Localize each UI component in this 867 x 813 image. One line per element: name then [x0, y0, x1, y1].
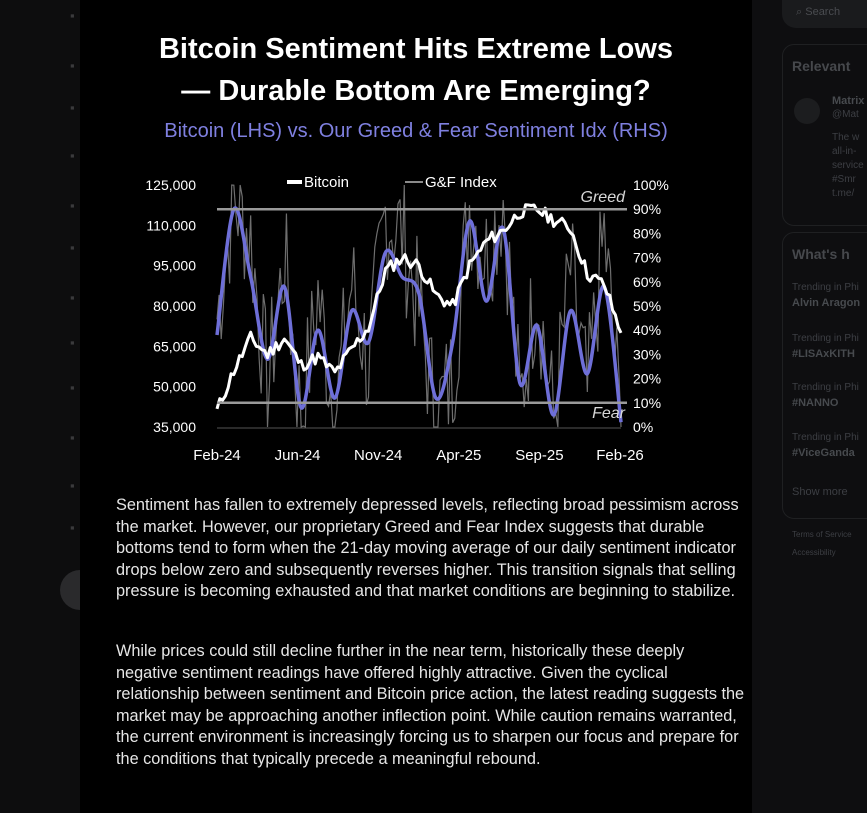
- x-tick-label: Nov-24: [354, 447, 403, 464]
- post-title-line: Bitcoin Sentiment Hits Extreme Lows: [158, 33, 674, 65]
- legend-gf-label: G&F Index: [425, 174, 497, 191]
- x-tick-label: Feb-26: [596, 447, 644, 464]
- post-title: [80, 28, 752, 112]
- y-left-tick-label: 95,000: [153, 257, 196, 274]
- nav-icon: ▪: [70, 335, 75, 350]
- trend-name[interactable]: #NANNO: [792, 397, 839, 409]
- nav-icon: ▪: [70, 198, 75, 213]
- nav-icon: ▪: [70, 380, 75, 395]
- trend-name[interactable]: #ViceGanda: [792, 447, 855, 459]
- footer-link[interactable]: Accessibility: [792, 548, 836, 557]
- show-more-link[interactable]: Show more: [792, 486, 848, 498]
- x-tick-label: Sep-25: [515, 447, 564, 464]
- trend-context: Trending in Phi: [792, 432, 859, 443]
- y-left-tick-label: 80,000: [153, 298, 196, 314]
- nav-icon: ▪: [70, 148, 75, 163]
- whats-happening-heading: What's h: [792, 246, 850, 262]
- nav-icon: ▪: [70, 290, 75, 305]
- y-left-tick-label: 50,000: [153, 378, 196, 395]
- relevant-heading: Relevant: [792, 58, 851, 74]
- trend-context: Trending in Phi: [792, 282, 859, 293]
- legend-bitcoin-label: Bitcoin: [304, 174, 350, 191]
- background-right-sidebar: [752, 0, 867, 813]
- search-icon: ⌕: [796, 6, 803, 18]
- trend-name[interactable]: Alvin Aragon: [792, 297, 861, 309]
- y-right-tick-label: 60%: [633, 273, 662, 290]
- y-left-tick-label: 35,000: [153, 419, 196, 435]
- nav-icon: ▪: [70, 520, 75, 535]
- post-title-line: — Durable Bottom Are Emerging?: [181, 75, 651, 107]
- chart-subtitle: Bitcoin (LHS) vs. Our Greed & Fear Sentiment Idx (RHS): [164, 120, 668, 142]
- body-paragraph: Sentiment has fallen to extremely depressed levels, reflecting broad pessimism across the market. However, our proprietary Greed and Fear Index suggests that durable bottoms tend to form when the 21-day moving average of our daily sentiment indicator drops below zero and subsequently reverses higher. This transition signals that selling pressure is becoming exhausted and that market conditions are beginning to stabilize.: [116, 496, 739, 601]
- x-tick-label: Apr-25: [436, 447, 482, 464]
- y-right-tick-label: 30%: [633, 346, 662, 363]
- nav-icon: ▪: [70, 478, 75, 493]
- trend-context: Trending in Phi: [792, 382, 859, 393]
- relevant-account-handle: @Mat: [832, 109, 859, 120]
- y-right-tick-label: 50%: [633, 298, 662, 314]
- search-input[interactable]: [782, 0, 867, 28]
- x-tick-label: Feb-24: [193, 447, 241, 464]
- body-paragraph: While prices could still decline further in the near term, historically these deeply negative sentiment readings have offered highly attractive. Given the cyclical relationship between sentiment and Bitcoin price action, the latest reading suggests the market may be approaching another inflection point. While caution remains warranted, the current environment is increasingly forcing us to sharpen our focus and prepare for the conditions that typically precede a meaningful rebound.: [116, 642, 745, 768]
- y-left-tick-label: 65,000: [153, 338, 196, 355]
- nav-icon: ▪: [70, 100, 75, 115]
- relevant-bio-line: service: [832, 160, 864, 171]
- relevant-bio-line: t.me/: [832, 188, 855, 199]
- y-right-tick-label: 80%: [633, 225, 662, 242]
- reference-label-fear: Fear: [592, 404, 625, 422]
- nav-icon: ▪: [70, 8, 75, 23]
- sentiment-chart: [80, 165, 752, 470]
- nav-icon: ▪: [70, 240, 75, 255]
- post-image[interactable]: [80, 0, 752, 813]
- y-right-tick-label: 0%: [633, 419, 654, 435]
- search-placeholder: Search: [805, 6, 841, 18]
- x-tick-label: Jun-24: [274, 447, 321, 464]
- y-left-tick-label: 110,000: [146, 217, 196, 234]
- avatar[interactable]: [794, 98, 820, 124]
- relevant-bio-line: The w: [832, 132, 860, 143]
- y-right-tick-label: 20%: [633, 370, 662, 387]
- y-left-tick-label: 125,000: [145, 177, 196, 193]
- relevant-bio-line: #Smr: [832, 174, 856, 185]
- y-right-tick-label: 40%: [633, 322, 662, 339]
- trend-name[interactable]: #LISAxKITH: [792, 348, 855, 360]
- nav-icon: ▪: [70, 430, 75, 445]
- whats-happening-box: [782, 232, 867, 519]
- trend-context: Trending in Phi: [792, 333, 859, 344]
- y-right-tick-label: 90%: [633, 201, 662, 218]
- background-left-rail: [0, 0, 80, 813]
- relevant-account-name[interactable]: Matrix: [832, 95, 865, 107]
- nav-icon: ▪: [70, 58, 75, 73]
- reference-label-greed: Greed: [580, 189, 625, 207]
- footer-link[interactable]: Terms of Service: [792, 530, 852, 539]
- y-right-tick-label: 100%: [633, 177, 669, 193]
- y-right-tick-label: 10%: [633, 394, 662, 411]
- relevant-bio-line: all-in-: [832, 146, 857, 157]
- y-right-tick-label: 70%: [633, 249, 662, 266]
